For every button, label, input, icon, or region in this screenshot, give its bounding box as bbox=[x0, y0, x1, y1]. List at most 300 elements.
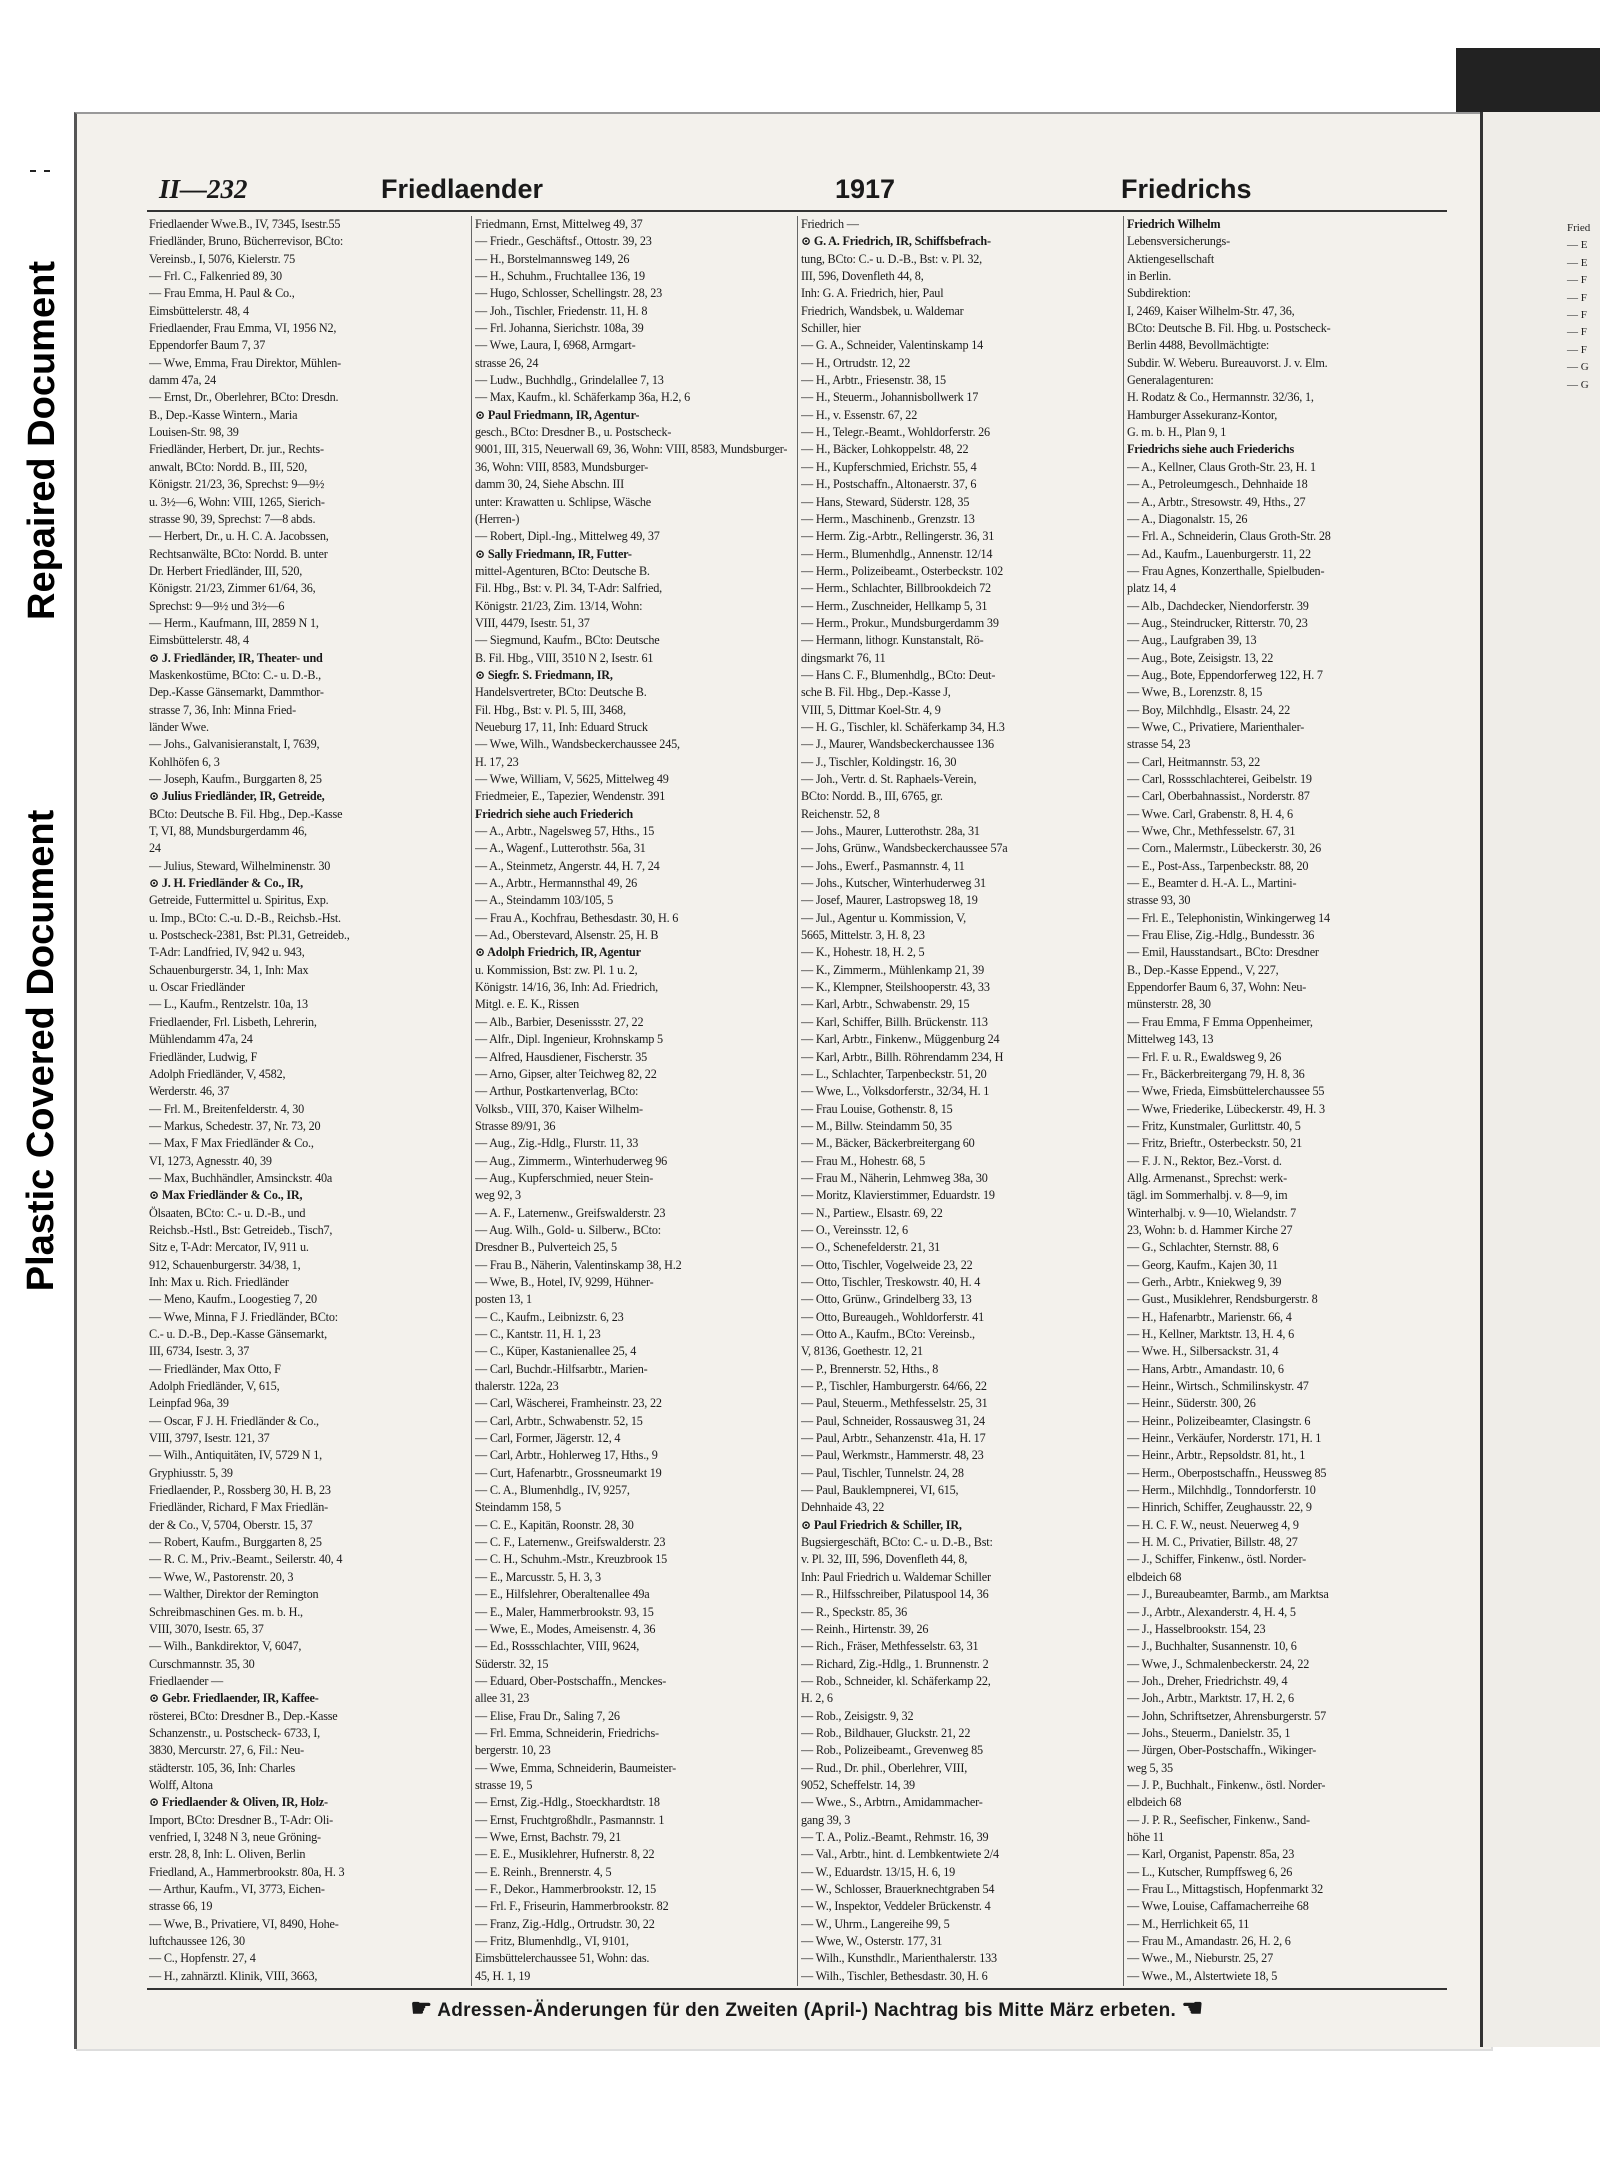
directory-entry-line: — Aug. Wilh., Gold- u. Silberw., BCto: bbox=[475, 1222, 661, 1237]
directory-entry-line: — A., Petroleumgesch., Dehnhaide 18 bbox=[1127, 477, 1308, 492]
directory-entry-line: Dresdner B., Pulverteich 25, 5 bbox=[475, 1240, 617, 1255]
directory-entry-line: — Alfr., Dipl. Ingenieur, Krohnskamp 5 bbox=[475, 1032, 663, 1047]
directory-entry-line: — Hans, Arbtr., Amandastr. 10, 6 bbox=[1127, 1361, 1284, 1376]
directory-entry-line: — Frau L., Mittagstisch, Hopfenmarkt 32 bbox=[1127, 1882, 1323, 1896]
directory-entry-line: — Carl, Wäscherei, Framheinstr. 23, 22 bbox=[475, 1396, 662, 1411]
directory-entry-line: elbdeich 68 bbox=[1127, 1795, 1182, 1810]
column-divider bbox=[797, 216, 798, 1986]
directory-entry-line: — Siegmund, Kaufm., BCto: Deutsche bbox=[475, 633, 660, 648]
directory-entry-line: — Elise, Frau Dr., Saling 7, 26 bbox=[475, 1708, 620, 1723]
directory-entry-line: tung, BCto: C.- u. D.-B., Bst: v. Pl. 32, bbox=[801, 251, 982, 266]
directory-entry-line: — Johs., Steuerm., Danielstr. 35, 1 bbox=[1127, 1725, 1291, 1740]
directory-entry-line: ⊙ G. A. Friedrich, IR, Schiffsbefrach- bbox=[801, 234, 991, 249]
directory-entry-line: Friedländer, Herbert, Dr. jur., Rechts- bbox=[149, 442, 324, 457]
next-page-fragment: — G bbox=[1567, 361, 1589, 374]
plastic-covered-document-label bbox=[22, 770, 62, 1330]
directory-entry-line: — C. A., Blumenhdlg., IV, 9257, bbox=[475, 1483, 630, 1498]
directory-entry-line: strasse 19, 5 bbox=[475, 1777, 533, 1792]
directory-entry-line: — C. E., Kapitän, Roonstr. 28, 30 bbox=[475, 1517, 634, 1532]
directory-entry-line: 5665, Mittelstr. 3, H. 8, 23 bbox=[801, 928, 925, 943]
directory-entry-line: 24 bbox=[149, 841, 161, 856]
directory-entry-line: Eppendorfer Baum 7, 37 bbox=[149, 338, 266, 353]
directory-entry-line: — L., Kaufm., Rentzelstr. 10a, 13 bbox=[149, 997, 308, 1012]
directory-entry-line: — Karl, Organist, Papenstr. 85a, 23 bbox=[1127, 1847, 1295, 1862]
directory-entry-line: Eimsbüttelerstr. 48, 4 bbox=[149, 303, 249, 318]
directory-entry-line: Königstr. 21/23, Zim. 13/14, Wohn: bbox=[475, 598, 643, 613]
directory-entry-line: — Alfred, Hausdiener, Fischerstr. 35 bbox=[475, 1049, 648, 1064]
directory-entry-line: Hamburger Assekuranz-Kontor, bbox=[1127, 407, 1278, 422]
directory-entry-line: — R., Hilfsschreiber, Pilatuspool 14, 36 bbox=[801, 1587, 989, 1602]
directory-entry-line: — Wwe, J., Schmalenbeckerstr. 24, 22 bbox=[1127, 1656, 1310, 1671]
directory-entry-line: — Arthur, Postkartenverlag, BCto: bbox=[475, 1084, 639, 1099]
directory-entry-line: 3830, Mercurstr. 27, 6, Fil.: Neu- bbox=[149, 1743, 305, 1758]
directory-entry-line: — Carl, Arbtr., Hohlerweg 17, Hths., 9 bbox=[475, 1448, 658, 1463]
directory-entry-line: — Wwe, W., Osterstr. 177, 31 bbox=[801, 1934, 943, 1949]
directory-entry-line bbox=[1127, 1985, 1447, 1986]
directory-entry-line: — Otto, Bureaugeh., Wohldorferstr. 41 bbox=[801, 1309, 984, 1324]
directory-entry-line: — Curt, Hafenarbtr., Grossneumarkt 19 bbox=[475, 1465, 662, 1480]
directory-entry-line: weg 5, 35 bbox=[1127, 1760, 1173, 1775]
directory-entry-line: Friedrich — bbox=[801, 217, 859, 231]
directory-entry-line: 45, H. 1, 19 bbox=[475, 1968, 531, 1983]
directory-entry-line: Handelsvertreter, BCto: Deutsche B. bbox=[475, 685, 647, 700]
directory-entry-line: mittel-Agenturen, BCto: Deutsche B. bbox=[475, 563, 650, 578]
directory-column-3 bbox=[801, 216, 1121, 1986]
directory-entry-line: — Herm., Maschinenb., Grenzstr. 13 bbox=[801, 511, 975, 526]
directory-entry-line: städterstr. 105, 36, Inh: Charles bbox=[149, 1760, 296, 1775]
directory-entry-line: ⊙ Friedlaender & Oliven, IR, Holz- bbox=[149, 1795, 328, 1810]
directory-entry-line: — A. F., Laternenw., Greifswalderstr. 23 bbox=[475, 1205, 666, 1220]
directory-entry-line: bergerstr. 10, 23 bbox=[475, 1743, 551, 1758]
directory-entry-line: — Wwe. H., Silbersackstr. 31, 4 bbox=[1127, 1344, 1279, 1359]
directory-entry-line: — Herbert, Dr., u. H. C. A. Jacobssen, bbox=[149, 529, 329, 544]
directory-entry-line: — Hugo, Schlosser, Schellingstr. 28, 23 bbox=[475, 286, 663, 301]
directory-entry-line: — Otto A., Kaufm., BCto: Vereinsb., bbox=[801, 1327, 975, 1341]
directory-entry-line: — Paul, Bauklempnerei, VI, 615, bbox=[801, 1483, 959, 1498]
directory-entry-line: — Robert, Kaufm., Burggarten 8, 25 bbox=[149, 1535, 322, 1550]
directory-entry-line: — W., Schlosser, Brauerknechtgraben 54 bbox=[801, 1882, 995, 1896]
directory-entry-line: — Wilh., Tischler, Bethesdastr. 30, H. 6 bbox=[801, 1968, 988, 1983]
header-year: 1917 bbox=[835, 174, 896, 204]
directory-entry-line: — Johs., Maurer, Lutterothstr. 28a, 31 bbox=[801, 824, 980, 839]
directory-entry-line: — O., Vereinsstr. 12, 6 bbox=[801, 1222, 908, 1237]
directory-entry-line: strasse 7, 36, Inh: Minna Fried- bbox=[149, 702, 296, 717]
directory-entry-line: Kohlhöfen 6, 3 bbox=[149, 754, 220, 769]
directory-entry-line: — Josef, Maurer, Lastropsweg 18, 19 bbox=[801, 893, 978, 908]
directory-entry-line: — Herm., Schlachter, Billbrookdeich 72 bbox=[801, 581, 991, 596]
directory-entry-line: — Hans, Steward, Süderstr. 128, 35 bbox=[801, 494, 970, 509]
directory-entry-line: Sprechst: 9—9½ und 3½—6 bbox=[149, 598, 285, 613]
column-divider bbox=[1123, 216, 1124, 1986]
next-page-fragment: — F bbox=[1567, 309, 1587, 322]
directory-entry-line: — Paul, Steuerm., Methfesselstr. 25, 31 bbox=[801, 1396, 988, 1411]
directory-entry-line: in Berlin. bbox=[1127, 269, 1172, 284]
directory-entry-line: — John, Schriftsetzer, Ahrensburgerstr. 57 bbox=[1127, 1708, 1327, 1723]
header-rule bbox=[147, 210, 1447, 212]
directory-entry-line: — Frl. Emma, Schneiderin, Friedrichs- bbox=[475, 1725, 659, 1740]
directory-entry-line: — H., Postschaffn., Altonaerstr. 37, 6 bbox=[801, 477, 977, 492]
directory-entry-line: — Frau B., Näherin, Valentinskamp 38, H.2 bbox=[475, 1257, 682, 1272]
directory-entry-line: Fil. Hbg., Bst: v. Pl. 34, T-Adr: Salfried, bbox=[475, 581, 662, 596]
directory-entry-line: — Otto, Tischler, Treskowstr. 40, H. 4 bbox=[801, 1274, 981, 1289]
directory-entry-line: — Wwe, Laura, I, 6968, Armgart- bbox=[475, 338, 636, 353]
directory-entry-line: damm 47a, 24 bbox=[149, 373, 216, 388]
directory-entry-line: — H. C. F. W., neust. Neuerweg 4, 9 bbox=[1127, 1517, 1299, 1532]
directory-entry-line bbox=[801, 1985, 1121, 1986]
directory-entry-line: — Gerh., Arbtr., Kniekweg 9, 39 bbox=[1127, 1274, 1282, 1289]
directory-entry-line: — Wwe, C., Privatiere, Marienthaler- bbox=[1127, 719, 1305, 734]
directory-entry-line: tägl. im Sommerhalbj. v. 8—9, im bbox=[1127, 1188, 1288, 1203]
directory-entry-line: VIII, 4479, Isestr. 51, 37 bbox=[475, 615, 590, 630]
directory-entry-line: VIII, 5, Dittmar Koel-Str. 4, 9 bbox=[801, 702, 941, 717]
directory-entry-line: Sitz e, T-Adr: Mercator, IV, 911 u. bbox=[149, 1240, 309, 1255]
page-number: II—232 bbox=[159, 174, 248, 204]
directory-entry-line: ⊙ Max Friedländer & Co., IR, bbox=[149, 1188, 303, 1203]
directory-entry-line: — R., Speckstr. 85, 36 bbox=[801, 1604, 907, 1619]
directory-entry-line: — K., Hohestr. 18, H. 2, 5 bbox=[801, 945, 925, 960]
directory-entry-line: VIII, 3070, Isestr. 65, 37 bbox=[149, 1621, 264, 1636]
directory-entry-line: Bugsiergeschäft, BCto: C.- u. D.-B., Bst: bbox=[801, 1535, 993, 1550]
directory-entry-line: Schiller, hier bbox=[801, 321, 861, 336]
directory-entry-line: — E., Hilfslehrer, Oberaltenallee 49a bbox=[475, 1587, 650, 1602]
directory-entry-line: Schanzenstr., u. Postscheck- 6733, I, bbox=[149, 1725, 320, 1740]
directory-entry-line: — Carl, Former, Jägerstr. 12, 4 bbox=[475, 1431, 621, 1446]
directory-entry-line: — Fritz, Blumenhdlg., VI, 9101, bbox=[475, 1934, 629, 1949]
directory-entry-line: — Joh., Tischler, Friedenstr. 11, H. 8 bbox=[475, 303, 648, 318]
directory-entry-line: — G. A., Schneider, Valentinskamp 14 bbox=[801, 338, 983, 353]
directory-entry-line: — Herm., Oberpostschaffn., Heussweg 85 bbox=[1127, 1465, 1327, 1480]
directory-entry-line: — F., Dekor., Hammerbrookstr. 12, 15 bbox=[475, 1882, 657, 1896]
directory-entry-line: — Max, F Max Friedländer & Co., bbox=[149, 1136, 314, 1151]
directory-entry-line: — Rich., Fräser, Methfesselstr. 63, 31 bbox=[801, 1639, 979, 1654]
directory-entry-line: — Ad., Kaufm., Lauenburgerstr. 11, 22 bbox=[1127, 546, 1311, 561]
directory-page bbox=[74, 112, 1491, 2049]
directory-entry-line: gesch., BCto: Dresdner B., u. Postscheck- bbox=[475, 425, 672, 440]
directory-entry-line: — H., Telegr.-Beamt., Wohldorferstr. 26 bbox=[801, 425, 990, 440]
directory-entry-line: — Frl. A., Schneiderin, Claus Groth-Str. 28 bbox=[1127, 529, 1331, 544]
directory-entry-line: — Frau Emma, H. Paul & Co., bbox=[149, 286, 295, 301]
directory-entry-line: — W., Inspektor, Veddeler Brückenstr. 4 bbox=[801, 1899, 991, 1914]
directory-entry-line: Inh: G. A. Friedrich, hier, Paul bbox=[801, 286, 944, 301]
directory-entry-line: BCto: Deutsche B. Fil. Hbg. u. Postscheck- bbox=[1127, 321, 1331, 336]
directory-entry-line: ⊙ Julius Friedländer, IR, Getreide, bbox=[149, 789, 325, 804]
directory-entry-line: erstr. 28, 8, Inh: L. Oliven, Berlin bbox=[149, 1847, 306, 1862]
directory-entry-line: — Fritz, Brieftr., Osterbeckstr. 50, 21 bbox=[1127, 1136, 1302, 1151]
directory-entry-line: — A., Diagonalstr. 15, 26 bbox=[1127, 511, 1248, 526]
directory-entry-line: — Friedländer, Max Otto, F bbox=[149, 1361, 281, 1376]
directory-entry-line: — W., Eduardstr. 13/15, H. 6, 19 bbox=[801, 1864, 956, 1879]
directory-entry-line: — Ed., Rossschlachter, VIII, 9624, bbox=[475, 1639, 640, 1654]
directory-entry-line: Friedmann, Ernst, Mittelweg 49, 37 bbox=[475, 217, 643, 231]
directory-entry-line: Eppendorfer Baum 6, 37, Wohn: Neu- bbox=[1127, 980, 1307, 995]
directory-entry-line: ⊙ J. Friedländer, IR, Theater- und bbox=[149, 650, 323, 665]
directory-entry-line: — Aug., Zig.-Hdlg., Flurstr. 11, 33 bbox=[475, 1136, 639, 1151]
header-right-name: Friedrichs bbox=[1121, 174, 1252, 204]
directory-entry-line: — J., Buchhalter, Susannenstr. 10, 6 bbox=[1127, 1639, 1297, 1654]
directory-entry-line: — K., Klempner, Steilshooperstr. 43, 33 bbox=[801, 980, 990, 995]
directory-entry-line: — H., Kupferschmied, Erichstr. 55, 4 bbox=[801, 459, 977, 474]
directory-entry-line: ⊙ Adolph Friedrich, IR, Agentur bbox=[475, 945, 641, 960]
directory-entry-line: Adolph Friedländer, V, 615, bbox=[149, 1379, 280, 1394]
directory-entry-line: — A., Steinmetz, Angerstr. 44, H. 7, 24 bbox=[475, 858, 660, 873]
directory-entry-line: — Frl. F. u. R., Ewaldsweg 9, 26 bbox=[1127, 1049, 1282, 1064]
directory-entry-line: — Frau M., Amandastr. 26, H. 2, 6 bbox=[1127, 1934, 1291, 1949]
directory-entry-line: — Carl, Buchdr.-Hilfsarbtr., Marien- bbox=[475, 1361, 648, 1376]
directory-entry-line: — Walther, Direktor der Remington bbox=[149, 1587, 319, 1602]
directory-entry-line: Subdir. W. Weberu. Bureauvorst. J. v. Elm. bbox=[1127, 355, 1328, 370]
directory-entry-line: — H., Arbtr., Friesenstr. 38, 15 bbox=[801, 373, 946, 388]
directory-entry-line: — H., Schuhm., Fruchtallee 136, 19 bbox=[475, 269, 645, 284]
directory-entry-line bbox=[149, 1985, 469, 1986]
directory-entry-line: — Reinh., Hirtenstr. 39, 26 bbox=[801, 1621, 929, 1636]
directory-entry-line: Dep.-Kasse Gänsemarkt, Dammthor- bbox=[149, 685, 324, 700]
directory-entry-line: — Rob., Bildhauer, Gluckstr. 21, 22 bbox=[801, 1725, 971, 1740]
directory-entry-line: — Markus, Schedestr. 37, Nr. 73, 20 bbox=[149, 1118, 321, 1133]
directory-entry-line: — Ernst, Fruchtgroßhdlr., Pasmannstr. 1 bbox=[475, 1812, 665, 1827]
directory-entry-line: — H., Hafenarbtr., Marienstr. 66, 4 bbox=[1127, 1309, 1292, 1324]
directory-entry-line: — Carl, Rossschlachterei, Geibelstr. 19 bbox=[1127, 772, 1312, 786]
footer-rule bbox=[147, 1988, 1447, 1990]
directory-entry-line: — J. P., Buchhalt., Finkenw., östl. Norder- bbox=[1127, 1777, 1326, 1792]
directory-entry-line: Inh: Max u. Rich. Friedländer bbox=[149, 1274, 289, 1289]
directory-entry-line: BCto: Deutsche B. Fil. Hbg., Dep.-Kasse bbox=[149, 806, 343, 821]
directory-entry-line: Import, BCto: Dresdner B., T-Adr: Oli- bbox=[149, 1812, 334, 1827]
directory-entry-line: — Wilh., Bankdirektor, V, 6047, bbox=[149, 1639, 302, 1654]
directory-entry-line: Friedrich, Wandsbek, u. Waldemar bbox=[801, 303, 964, 318]
directory-entry-line: — Fr., Bäckerbreitergang 79, H. 8, 36 bbox=[1127, 1066, 1305, 1081]
directory-entry-line: — Hinrich, Schiffer, Zeughausstr. 22, 9 bbox=[1127, 1500, 1312, 1515]
directory-entry-line: III, 6734, Isestr. 3, 37 bbox=[149, 1344, 250, 1359]
directory-entry-line: Friedmeier, E., Tapezier, Wendenstr. 391 bbox=[475, 789, 666, 804]
repaired-document-label bbox=[22, 160, 62, 720]
directory-entry-line: 9001, III, 315, Neuerwall 69, 36, Wohn: VIII, 8583, Mundsburger- bbox=[475, 442, 788, 457]
directory-entry-line: — A., Kellner, Claus Groth-Str. 23, H. 1 bbox=[1127, 459, 1316, 474]
directory-entry-line: Ölsaaten, BCto: C.- u. D.-B., und bbox=[149, 1205, 306, 1220]
directory-entry-line: Louisen-Str. 98, 39 bbox=[149, 425, 239, 440]
directory-entry-line: — Julius, Steward, Wilhelminenstr. 30 bbox=[149, 858, 331, 873]
directory-entry-line: — Boy, Milchhdlg., Elsastr. 24, 22 bbox=[1127, 702, 1291, 717]
directory-entry-line: — Wwe. Carl, Grabenstr. 8, H. 4, 6 bbox=[1127, 806, 1293, 821]
directory-entry-line: — Friedr., Geschäftsf., Ottostr. 39, 23 bbox=[475, 234, 652, 249]
directory-entry-line: — L., Schlachter, Tarpenbeckstr. 51, 20 bbox=[801, 1066, 987, 1081]
directory-entry-line: münsterstr. 28, 30 bbox=[1127, 997, 1211, 1012]
directory-entry-line: H. 17, 23 bbox=[475, 754, 519, 769]
directory-column-2 bbox=[475, 216, 795, 1986]
directory-entry-line: — Carl, Oberbahnassist., Norderstr. 87 bbox=[1127, 789, 1310, 804]
directory-entry-line: — O., Schenefelderstr. 21, 31 bbox=[801, 1240, 941, 1255]
directory-entry-line: — Moritz, Klavierstimmer, Eduardstr. 19 bbox=[801, 1188, 995, 1203]
directory-entry-line: Allg. Armenanst., Sprechst: werk- bbox=[1127, 1170, 1287, 1185]
directory-entry-line: — Wwe, B., Lorenzstr. 8, 15 bbox=[1127, 685, 1263, 700]
directory-entry-line: VIII, 3797, Isestr. 121, 37 bbox=[149, 1431, 270, 1446]
directory-entry-line: gang 39, 3 bbox=[801, 1812, 851, 1827]
directory-entry-line: — Heinr., Polizeibeamter, Clasingstr. 6 bbox=[1127, 1413, 1311, 1428]
next-page-fragment: — E bbox=[1567, 256, 1588, 269]
directory-entry-line: — Wwe., M., Alstertwiete 18, 5 bbox=[1127, 1968, 1278, 1983]
directory-entry-line: 23, Wohn: b. d. Hammer Kirche 27 bbox=[1127, 1222, 1293, 1237]
directory-entry-line: — Herm. Zig.-Arbtr., Rellingerstr. 36, 31 bbox=[801, 529, 995, 544]
top-left-tick-mark-2 bbox=[44, 170, 50, 172]
directory-entry-line: — Wwe, E., Modes, Ameisenstr. 4, 36 bbox=[475, 1621, 656, 1636]
directory-entry-line: — Georg, Kaufm., Kajen 30, 11 bbox=[1127, 1257, 1278, 1272]
directory-entry-line: — Frl. M., Breitenfelderstr. 4, 30 bbox=[149, 1101, 304, 1116]
directory-entry-line: — H., Bäcker, Lohkoppelstr. 48, 22 bbox=[801, 442, 969, 457]
directory-entry-line: — Hermann, lithogr. Kunstanstalt, Rö- bbox=[801, 633, 984, 648]
directory-entry-line: Wolff, Altona bbox=[149, 1777, 213, 1792]
directory-entry-line: — Paul, Arbtr., Sehanzenstr. 41a, H. 17 bbox=[801, 1431, 986, 1446]
directory-entry-line: platz 14, 4 bbox=[1127, 581, 1176, 596]
directory-entry-line: — Rud., Dr. phil., Oberlehrer, VIII, bbox=[801, 1760, 968, 1775]
directory-entry-line: — Heinr., Süderstr. 300, 26 bbox=[1127, 1396, 1256, 1411]
directory-entry-line: — A., Arbtr., Nagelsweg 57, Hths., 15 bbox=[475, 824, 655, 839]
directory-entry-line: Friedlaender — bbox=[149, 1673, 224, 1688]
directory-entry-line: posten 13, 1 bbox=[475, 1292, 532, 1307]
directory-entry-line: — Alb., Barbier, Desenissstr. 27, 22 bbox=[475, 1014, 644, 1029]
directory-entry-line: Gryphiusstr. 5, 39 bbox=[149, 1465, 233, 1480]
pointing-hand-left-icon: ☚ bbox=[1181, 1995, 1204, 2022]
directory-entry-line: — Wwe, Minna, F J. Friedländer, BCto: bbox=[149, 1309, 338, 1324]
next-page-fragment: — F bbox=[1567, 343, 1587, 356]
directory-entry-line: — Rob., Polizeibeamt., Grevenweg 85 bbox=[801, 1743, 983, 1758]
directory-entry-line: T-Adr: Landfried, IV, 942 u. 943, bbox=[149, 945, 305, 960]
directory-entry-line: — L., Kutscher, Rumpffsweg 6, 26 bbox=[1127, 1864, 1293, 1879]
directory-entry-line: B., Dep.-Kasse Wintern., Maria bbox=[149, 407, 298, 422]
directory-column-4 bbox=[1127, 216, 1447, 1986]
directory-entry-line: Neueburg 17, 11, Inh: Eduard Struck bbox=[475, 719, 648, 734]
directory-entry-line: Mühlendamm 47a, 24 bbox=[149, 1032, 253, 1047]
directory-entry-line bbox=[475, 1985, 795, 1986]
directory-entry-line: — R. C. M., Priv.-Beamt., Seilerstr. 40, 4 bbox=[149, 1552, 343, 1567]
directory-entry-line: — H., Borstelmannsweg 149, 26 bbox=[475, 251, 630, 266]
directory-entry-line: Mittelweg 143, 13 bbox=[1127, 1032, 1214, 1047]
directory-entry-line: Reichenstr. 52, 8 bbox=[801, 806, 880, 821]
top-right-black-block bbox=[1456, 48, 1600, 120]
directory-entry-line: — J., Maurer, Wandsbeckerchaussee 136 bbox=[801, 737, 994, 752]
directory-entry-line: — Wwe, William, V, 5625, Mittelweg 49 bbox=[475, 772, 669, 786]
directory-entry-line: — Wwe, L., Volksdorferstr., 32/34, H. 1 bbox=[801, 1084, 990, 1099]
directory-entry-line: Friedlaender, Frau Emma, VI, 1956 N2, bbox=[149, 321, 337, 336]
directory-entry-line: Eimsbüttelerstr. 48, 4 bbox=[149, 633, 249, 648]
directory-entry-line: — J., Tischler, Koldingstr. 16, 30 bbox=[801, 754, 957, 769]
directory-entry-line: — Rob., Zeisigstr. 9, 32 bbox=[801, 1708, 914, 1723]
directory-entry-line: Generalagenturen: bbox=[1127, 373, 1214, 388]
directory-entry-line: — Wwe., M., Nieburstr. 25, 27 bbox=[1127, 1951, 1273, 1966]
next-page-fragment: — E bbox=[1567, 239, 1588, 252]
directory-entry-line: Königstr. 21/23, 36, Sprechst: 9—9½ bbox=[149, 477, 325, 492]
directory-entry-line: strasse 90, 39, Sprechst: 7—8 abds. bbox=[149, 511, 316, 526]
directory-entry-line: Königstr. 14/16, 36, Inh: Ad. Friedrich, bbox=[475, 980, 658, 995]
directory-entry-line: — Frau Emma, F Emma Oppenheimer, bbox=[1127, 1014, 1313, 1029]
directory-entry-line: — Arno, Gipser, alter Teichweg 82, 22 bbox=[475, 1066, 657, 1081]
directory-entry-line: strasse 66, 19 bbox=[149, 1899, 213, 1914]
directory-entry-line: — Hans C. F., Blumenhdlg., BCto: Deut- bbox=[801, 667, 996, 682]
directory-entry-line: — Robert, Dipl.-Ing., Mittelweg 49, 37 bbox=[475, 529, 660, 544]
directory-entry-line: — H., v. Essenstr. 67, 22 bbox=[801, 407, 918, 422]
directory-entry-line: — H. G., Tischler, kl. Schäferkamp 34, H.3 bbox=[801, 719, 1005, 734]
directory-entry-line: — C., Küper, Kastanienallee 25, 4 bbox=[475, 1344, 637, 1359]
directory-entry-line: — Wwe, Ernst, Bachstr. 79, 21 bbox=[475, 1829, 621, 1844]
directory-entry-line: B., Dep.-Kasse Eppend., V, 227, bbox=[1127, 962, 1279, 977]
directory-entry-line: — Franz, Zig.-Hdlg., Ortrudstr. 30, 22 bbox=[475, 1916, 655, 1931]
directory-entry-line: — P., Tischler, Hamburgerstr. 64/66, 22 bbox=[801, 1379, 987, 1394]
directory-entry-line: Vereinsb., I, 5076, Kielerstr. 75 bbox=[149, 251, 296, 266]
directory-entry-line: — Richard, Zig.-Hdlg., 1. Brunnenstr. 2 bbox=[801, 1656, 989, 1671]
directory-entry-line: — Frau Louise, Gothenstr. 8, 15 bbox=[801, 1101, 953, 1116]
directory-entry-line: Königstr. 21/23, Zimmer 61/64, 36, bbox=[149, 581, 316, 596]
directory-entry-line: — Wwe, W., Pastorenstr. 20, 3 bbox=[149, 1569, 294, 1584]
directory-entry-line: — Paul, Schneider, Rossausweg 31, 24 bbox=[801, 1413, 985, 1428]
directory-entry-line: — H., Steuerm., Johannisbollwerk 17 bbox=[801, 390, 979, 405]
directory-entry-line: III, 596, Dovenfleth 44, 8, bbox=[801, 269, 924, 284]
directory-entry-line: Friedlaender, Frl. Lisbeth, Lehrerin, bbox=[149, 1014, 317, 1029]
directory-entry-line: Friedrich siehe auch Friederich bbox=[475, 806, 633, 821]
directory-entry-line: — Herm., Kaufmann, III, 2859 N 1, bbox=[149, 615, 319, 630]
directory-entry-line: — Frl. Johanna, Sierichstr. 108a, 39 bbox=[475, 321, 644, 336]
directory-entry-line: — Wwe, Chr., Methfesselstr. 67, 31 bbox=[1127, 824, 1296, 839]
directory-entry-line: u. Postscheck-2381, Bst: Pl.31, Getreideb., bbox=[149, 928, 350, 943]
directory-entry-line: I, 2469, Kaiser Wilhelm-Str. 47, 36, bbox=[1127, 303, 1295, 318]
directory-entry-line: — J., Arbtr., Alexanderstr. 4, H. 4, 5 bbox=[1127, 1604, 1296, 1619]
pointing-hand-right-icon: ☛ bbox=[410, 1995, 433, 2022]
directory-entry-line: u. Imp., BCto: C.-u. D.-B., Reichsb.-Hst. bbox=[149, 910, 341, 925]
directory-entry-line: Volksb., VIII, 370, Kaiser Wilhelm- bbox=[475, 1101, 643, 1116]
directory-entry-line: — J., Hasselbrookstr. 154, 23 bbox=[1127, 1621, 1266, 1636]
directory-entry-line: — F. J. N., Rektor, Bez.-Vorst. d. bbox=[1127, 1153, 1282, 1168]
directory-entry-line: Aktiengesellschaft bbox=[1127, 251, 1215, 266]
directory-entry-line: — Johs., Ewerf., Pasmannstr. 4, 11 bbox=[801, 858, 965, 873]
next-page-fragment: — F bbox=[1567, 326, 1587, 339]
directory-entry-line: allee 31, 23 bbox=[475, 1691, 530, 1706]
directory-entry-line: strasse 54, 23 bbox=[1127, 737, 1191, 752]
directory-entry-line: — Wwe, B., Hotel, IV, 9299, Hühner- bbox=[475, 1274, 654, 1289]
directory-entry-line: — Frau Elise, Zig.-Hdlg., Bundesstr. 36 bbox=[1127, 928, 1315, 943]
directory-entry-line: u. 3½—6, Wohn: VIII, 1265, Sierich- bbox=[149, 494, 325, 509]
directory-entry-line: — Wwe., S., Arbtrn., Amidammacher- bbox=[801, 1795, 983, 1810]
directory-entry-line: Leinpfad 96a, 39 bbox=[149, 1396, 229, 1411]
directory-entry-line: — Heinr., Wirtsch., Schmilinskystr. 47 bbox=[1127, 1379, 1309, 1394]
directory-entry-line: — Joh., Dreher, Friedrichstr. 49, 4 bbox=[1127, 1673, 1288, 1688]
directory-entry-line: — Rob., Schneider, kl. Schäferkamp 22, bbox=[801, 1673, 991, 1688]
directory-entry-line: — A., Steindamm 103/105, 5 bbox=[475, 893, 614, 908]
directory-entry-line: — T. A., Poliz.-Beamt., Rehmstr. 16, 39 bbox=[801, 1829, 989, 1844]
directory-entry-line: venfried, I, 3248 N 3, neue Gröning- bbox=[149, 1829, 321, 1844]
directory-entry-line: — Joh., Arbtr., Marktstr. 17, H. 2, 6 bbox=[1127, 1691, 1294, 1706]
directory-entry-line: — Aug., Kupferschmied, neuer Stein- bbox=[475, 1170, 654, 1185]
directory-entry-line: Getreide, Futtermittel u. Spiritus, Exp. bbox=[149, 893, 329, 908]
directory-entry-line: — W., Uhrm., Langereihe 99, 5 bbox=[801, 1916, 950, 1931]
next-page-edge bbox=[1480, 112, 1600, 2047]
directory-entry-line: — Max, Buchhändler, Amsinckstr. 40a bbox=[149, 1170, 333, 1185]
directory-entry-line: luftchaussee 126, 30 bbox=[149, 1934, 245, 1949]
directory-entry-line: — E., Marcusstr. 5, H. 3, 3 bbox=[475, 1569, 601, 1584]
directory-entry-line: — E., Beamter d. H.-A. L., Martini- bbox=[1127, 876, 1297, 891]
directory-entry-line: u. Kommission, Bst: zw. Pl. 1 u. 2, bbox=[475, 962, 638, 977]
directory-entry-line: länder Wwe. bbox=[149, 719, 209, 734]
directory-entry-line: — J. P. R., Seefischer, Finkenw., Sand- bbox=[1127, 1812, 1310, 1827]
directory-entry-line: sche B. Fil. Hbg., Dep.-Kasse J, bbox=[801, 685, 951, 700]
directory-entry-line: — Aug., Bote, Zeisigstr. 13, 22 bbox=[1127, 650, 1274, 665]
directory-entry-line: Curschmannstr. 35, 30 bbox=[149, 1656, 255, 1671]
directory-entry-line: der & Co., V, 5704, Oberstr. 15, 37 bbox=[149, 1517, 313, 1532]
directory-entry-line: — A., Arbtr., Hermannsthal 49, 26 bbox=[475, 876, 637, 891]
directory-entry-line: (Herren-) bbox=[475, 511, 520, 526]
directory-entry-line: Mitgl. e. E. K., Rissen bbox=[475, 997, 580, 1012]
directory-entry-line: — E., Maler, Hammerbrookstr. 93, 15 bbox=[475, 1604, 654, 1619]
directory-entry-line: u. Oscar Friedländer bbox=[149, 980, 245, 995]
directory-entry-line: — A., Arbtr., Stresowstr. 49, Hths., 27 bbox=[1127, 494, 1306, 509]
directory-column-1 bbox=[149, 216, 469, 1986]
directory-entry-line: — Otto, Grünw., Grindelberg 33, 13 bbox=[801, 1292, 972, 1307]
